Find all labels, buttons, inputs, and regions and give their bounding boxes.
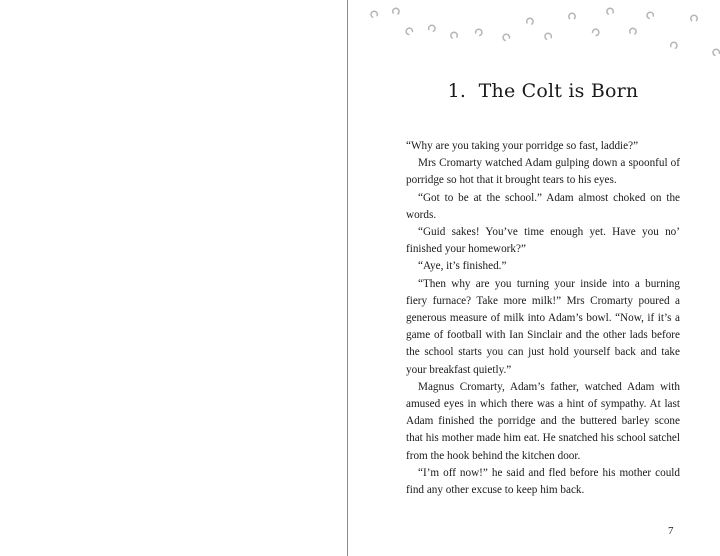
- chapter-title: 1. The Colt is Born: [447, 80, 639, 102]
- horseshoe-icon: [606, 8, 614, 15]
- paragraph: “I’m off now!” he said and fled before his mother could find any other excuse to keep him back.: [406, 466, 680, 497]
- page-number: 7: [668, 525, 674, 537]
- horseshoe-icon: [712, 48, 720, 56]
- chapter-body: [406, 138, 680, 499]
- horseshoe-icon: [629, 28, 636, 34]
- horseshoe-icon: [691, 15, 697, 20]
- horseshoe-icon: [475, 28, 483, 36]
- paragraph: “Then why are you turning your inside into a burning fiery furnace? Take more milk!” Mrs Cromarty poured a generous measure of milk into Adam’s bowl. “Now, if it’s a game of football with Ian Sinclair and the other lads before the school starts you can just hold yourself back and take your breakfast quietly.”: [406, 277, 680, 376]
- horseshoe-border: [348, 0, 720, 60]
- paragraph: Mrs Cromarty watched Adam gulping down a spoonful of porridge so hot that it brought tears to his eyes.: [406, 157, 680, 187]
- paragraph: “Guid sakes! You’ve time enough yet. Have you no’ finished your homework?”: [406, 226, 680, 256]
- paragraph: “Got to be at the school.” Adam almost choked on the words.: [406, 191, 680, 221]
- paragraph: “Aye, it’s finished.”: [418, 260, 507, 273]
- horseshoe-icon: [392, 8, 399, 14]
- horseshoe-icon: [526, 18, 534, 25]
- horseshoe-icon: [370, 10, 378, 17]
- paragraph: Magnus Cromarty, Adam’s father, watched Adam with amused eyes in which there was a hint of sympathy. At last Adam finished the porridge and the buttered barley scone that his mother made him eat. He snatched his school satchel from the hook behind the kitchen door.: [406, 380, 680, 462]
- horseshoe-icon: [569, 13, 575, 18]
- horseshoe-icon: [405, 27, 413, 35]
- horseshoe-icon: [450, 32, 457, 38]
- horseshoe-icon: [592, 28, 600, 36]
- horseshoe-icon: [502, 33, 510, 41]
- left-page-blank: [0, 0, 347, 556]
- horseshoe-icon: [544, 32, 552, 39]
- horseshoe-icon: [428, 24, 436, 31]
- horseshoe-icon: [670, 41, 678, 48]
- horseshoe-icon: [646, 11, 654, 19]
- paragraph: “Why are you taking your porridge so fast, laddie?”: [406, 140, 639, 152]
